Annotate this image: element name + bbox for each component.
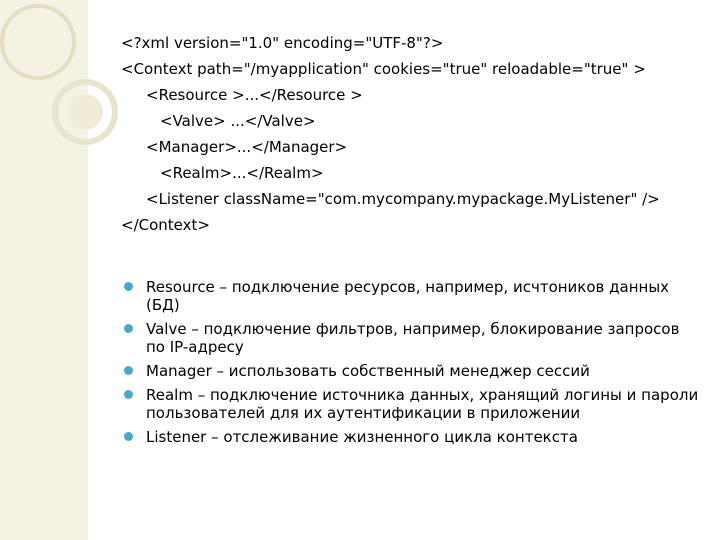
bullet-icon bbox=[124, 366, 133, 375]
code-line: <Resource >...</Resource > bbox=[146, 86, 363, 104]
bullet-list bbox=[121, 278, 701, 446]
code-line: <Manager>...</Manager> bbox=[146, 138, 348, 156]
bullet-text: Valve – подключение фильтров, например, блокирование запросов по IP-адресу bbox=[146, 320, 680, 356]
code-line: <Context path="/myapplication" cookies="true" reloadable="true" > bbox=[121, 60, 646, 78]
bullet-icon bbox=[124, 282, 133, 291]
bullet-text: Realm – подключение источника данных, хранящий логины и пароли пользователей для их аутентификации в приложении bbox=[146, 386, 699, 422]
code-line: <Listener className="com.mycompany.mypackage.MyListener" /> bbox=[146, 190, 660, 208]
code-line: <Realm>...</Realm> bbox=[160, 164, 324, 182]
slide-content bbox=[121, 34, 701, 452]
bullet-text: Manager – использовать собственный менеджер сессий bbox=[146, 362, 590, 380]
bullet-item bbox=[121, 428, 701, 446]
ring-inner bbox=[67, 94, 103, 130]
bullet-item bbox=[121, 386, 701, 422]
ring-large bbox=[2, 6, 74, 78]
bullet-text: Listener – отслеживание жизненного цикла контекста bbox=[146, 428, 578, 446]
bullet-text: Resource – подключение ресурсов, например, исчтоников данных (БД) bbox=[146, 278, 670, 314]
bullet-item bbox=[121, 320, 701, 356]
code-line: </Context> bbox=[121, 216, 210, 234]
bullet-icon bbox=[124, 324, 133, 333]
xml-code-block bbox=[121, 34, 701, 234]
bullet-icon bbox=[124, 432, 133, 441]
code-line: <?xml version="1.0" encoding="UTF-8"?> bbox=[121, 34, 444, 52]
bullet-item bbox=[121, 362, 701, 380]
bullet-icon bbox=[124, 390, 133, 399]
bullet-item bbox=[121, 278, 701, 314]
code-line: <Valve> ...</Valve> bbox=[160, 112, 316, 130]
